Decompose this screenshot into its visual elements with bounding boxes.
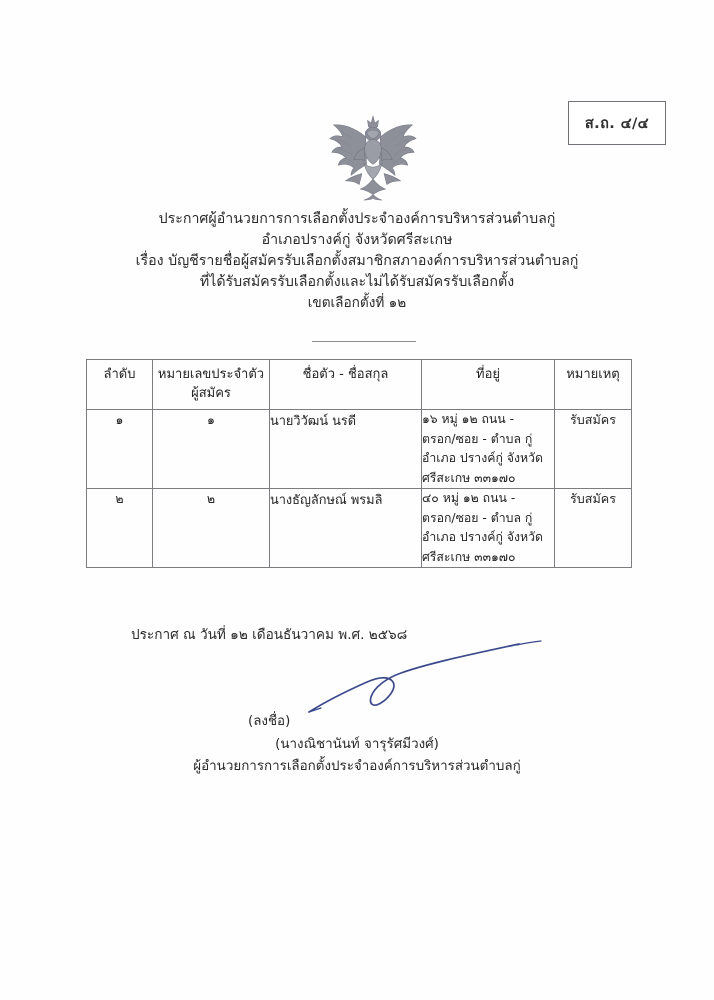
- cell-address: [422, 489, 555, 568]
- candidate-table-wrapper: [86, 359, 631, 568]
- header-seq: ลำดับ: [87, 360, 153, 410]
- cell-address: [422, 410, 555, 489]
- signer-name: (นางณิชานันท์ จารุรัศมีวงศ์): [275, 737, 439, 752]
- cell-seq: ๒: [87, 489, 153, 568]
- cell-name: นายวิวัฒน์ นรดี: [270, 410, 422, 489]
- candidate-table: [86, 359, 632, 568]
- garuda-emblem: [327, 113, 419, 201]
- form-code-text: ส.ถ. ๔/๔: [584, 115, 650, 132]
- document-heading: [57, 209, 657, 314]
- cell-seq: ๑: [87, 410, 153, 489]
- header-candidate-number-line1: หมายเลขประจำตัว: [157, 367, 265, 382]
- header-candidate-number-line2: ผู้สมัคร: [191, 386, 231, 401]
- signature-label: (ลงชื่อ): [248, 714, 291, 729]
- heading-divider: [312, 341, 416, 342]
- header-name: ชื่อตัว - ชื่อสกุล: [270, 360, 422, 410]
- address-line: ๑๖ หมู่ ๑๒ ถนน -: [422, 412, 515, 426]
- address-line: อำเภอ ปรางค์กู่ จังหวัด: [422, 451, 543, 465]
- announcement-date: ประกาศ ณ วันที่ ๑๒ เดือนธันวาคม พ.ศ. ๒๕๖๘: [131, 627, 408, 643]
- handwritten-signature: [305, 640, 550, 722]
- signer-title: ผู้อำนวยการการเลือกตั้งประจำองค์การบริหารส่วนตำบลกู่: [193, 759, 521, 774]
- cell-note: รับสมัคร: [555, 489, 632, 568]
- address-line: ตรอก/ซอย - ตำบล กู่: [422, 431, 533, 446]
- heading-electoral-district: เขตเลือกตั้งที่ ๑๒: [307, 295, 407, 311]
- header-note: หมายเหตุ: [555, 360, 632, 410]
- heading-line-4: ที่ได้รับสมัครรับเลือกตั้งและไม่ได้รับสมัครรับเลือกตั้ง: [199, 274, 515, 290]
- cell-number: ๑: [153, 410, 270, 489]
- table-header-row: [87, 360, 632, 410]
- cell-note: รับสมัคร: [555, 410, 632, 489]
- address-line: อำเภอ ปรางค์กู่ จังหวัด: [422, 530, 543, 544]
- heading-line-2: อำเภอปรางค์กู่ จังหวัดศรีสะเกษ: [261, 232, 453, 248]
- address-line: ตรอก/ซอย - ตำบล กู่: [422, 510, 533, 525]
- heading-line-1: ประกาศผู้อำนวยการการเลือกตั้งประจำองค์การบริหารส่วนตำบลกู่: [158, 211, 556, 227]
- table-row: [87, 410, 632, 489]
- header-candidate-number: [153, 360, 270, 410]
- address-line: ศรีสะเกษ ๓๓๑๗๐: [422, 470, 516, 485]
- cell-name: นางธัญลักษณ์ พรมลิ: [270, 489, 422, 568]
- address-line: ๔๐ หมู่ ๑๒ ถนน -: [422, 491, 516, 505]
- address-line: ศรีสะเกษ ๓๓๑๗๐: [422, 549, 516, 564]
- header-address: ที่อยู่: [422, 360, 555, 410]
- table-row: [87, 489, 632, 568]
- form-code-box: [568, 101, 666, 145]
- heading-line-3: เรื่อง บัญชีรายชื่อผู้สมัครรับเลือกตั้งสมาชิกสภาองค์การบริหารส่วนตำบลกู่: [135, 253, 579, 269]
- cell-number: ๒: [153, 489, 270, 568]
